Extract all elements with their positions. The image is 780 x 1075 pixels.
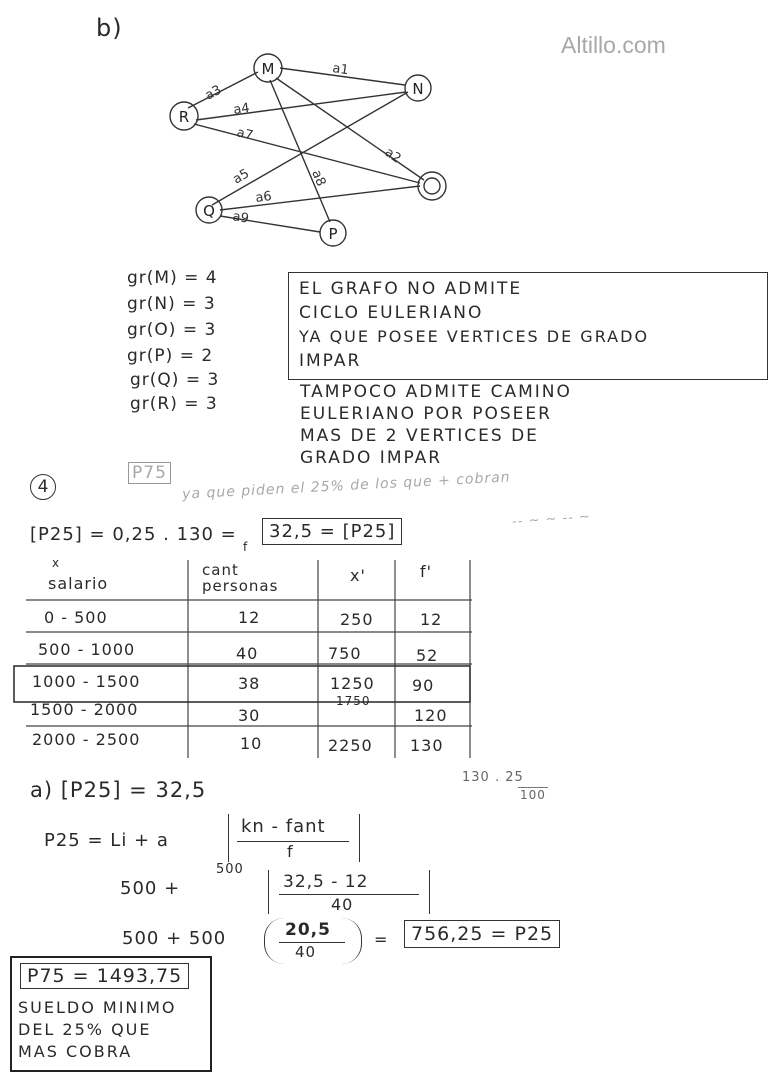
conclusion-extra-line: GRADO IMPAR — [300, 448, 443, 468]
table-cell: 0 - 500 — [44, 608, 108, 627]
table-cell: 30 — [238, 706, 261, 725]
table-header: x' — [350, 566, 366, 585]
table-cell: 38 — [238, 674, 261, 693]
edge-label-a5: a5 — [230, 166, 253, 188]
step3-equals: = — [374, 930, 389, 949]
table-cell: 750 — [328, 644, 362, 663]
edge-label-a6: a6 — [254, 189, 273, 206]
p25-calc: [P25] = 0,25 . 130 = — [30, 524, 237, 545]
edge-label-a1: a1 — [331, 61, 350, 79]
degree-item: gr(R) = 3 — [130, 394, 218, 414]
table-cell: 2250 — [328, 736, 373, 755]
section-b-label: b) — [96, 14, 123, 42]
degree-item: gr(Q) = 3 — [130, 370, 220, 390]
step3-parens — [264, 918, 362, 964]
step2-numerator: 32,5 - 12 — [283, 872, 369, 892]
table-cell: 10 — [240, 734, 263, 753]
final-box-title: P75 = 1493,75 — [20, 963, 189, 989]
final-box-line: MAS COBRA — [18, 1042, 133, 1061]
step3-result: 756,25 = P25 — [404, 920, 560, 948]
table-cell: 2000 - 2500 — [32, 730, 141, 749]
conclusion-line: CICLO EULERIANO — [299, 303, 484, 323]
conclusion-extra-line: MAS DE 2 VERTICES DE — [300, 426, 539, 446]
table-cell: 12 — [238, 608, 261, 627]
edge-label-a7: a7 — [235, 125, 255, 144]
side-calc-bottom: 100 — [520, 788, 546, 802]
formula-left: P25 = Li + a — [44, 830, 169, 851]
side-scribble: -- ~ ~ -- ~ — [511, 509, 592, 530]
header-mark-f: f — [243, 540, 249, 554]
edge-label-a2: a2 — [381, 144, 404, 167]
vertex-label-R: R — [178, 108, 190, 126]
table-cell: 120 — [414, 706, 448, 725]
step2-denominator: 40 — [331, 895, 354, 914]
formula-denominator: f — [287, 842, 294, 861]
side-calc-top: 130 . 25 — [462, 770, 524, 785]
formula-bracket — [228, 814, 360, 862]
edge-label-a8: a8 — [308, 167, 329, 189]
table-header: salario — [48, 574, 109, 593]
vertex-label-N: N — [412, 80, 424, 98]
part-a-line: a) [P25] = 32,5 — [30, 778, 207, 802]
p25-result: 32,5 = [P25] — [262, 518, 402, 545]
step3-numerator: 20,5 — [285, 920, 331, 940]
table-cell: 1500 - 2000 — [30, 700, 139, 719]
step2-superscript: 500 — [216, 862, 244, 877]
note-text: ya que piden el 25% de los que + cobran — [181, 469, 511, 503]
table-cell: 52 — [416, 646, 439, 665]
table-cell: 90 — [412, 676, 435, 695]
vertex-label-P: P — [328, 225, 338, 243]
degree-item: gr(M) = 4 — [127, 268, 218, 288]
final-box — [10, 956, 212, 1072]
final-box-line: DEL 25% QUE — [18, 1020, 152, 1039]
table-header: f' — [420, 562, 433, 581]
problem-number: 4 — [30, 474, 56, 500]
step2-left: 500 + — [120, 878, 181, 899]
conclusion-extra-line: TAMPOCO ADMITE CAMINO — [300, 382, 572, 402]
vertex-label-M: M — [261, 60, 275, 78]
step3-denominator: 40 — [295, 943, 317, 961]
degree-item: gr(P) = 2 — [127, 346, 214, 366]
edge-label-a9: a9 — [231, 209, 250, 227]
note-box: P75 — [128, 462, 171, 484]
formula-numerator: kn - fant — [241, 816, 326, 837]
degree-item: gr(N) = 3 — [127, 294, 216, 314]
conclusion-line: IMPAR — [299, 351, 362, 371]
table-cell: 500 - 1000 — [38, 640, 136, 659]
table-cell: 130 — [410, 736, 444, 755]
conclusion-line: EL GRAFO NO ADMITE — [299, 279, 523, 299]
table-cell: 1000 - 1500 — [32, 672, 141, 691]
degree-item: gr(O) = 3 — [127, 320, 217, 340]
table-cell: 1250 — [330, 674, 375, 693]
watermark: Altillo.com — [561, 32, 666, 58]
step2-bracket — [268, 870, 430, 914]
table-cell: 1750 — [336, 694, 371, 708]
step3-left: 500 + 500 — [122, 928, 227, 949]
conclusion-extra-line: EULERIANO POR POSEER — [300, 404, 552, 424]
edge-label-a4: a4 — [232, 100, 251, 118]
edge-label-a3: a3 — [202, 82, 225, 104]
table-header: cant personas — [202, 561, 279, 595]
header-mark-x: x — [52, 556, 61, 570]
conclusion-line: YA QUE POSEE VERTICES DE GRADO — [299, 327, 650, 346]
table-cell: 12 — [420, 610, 443, 629]
table-cell: 40 — [236, 644, 259, 663]
table-cell: 250 — [340, 610, 374, 629]
final-box-line: SUELDO MINIMO — [18, 998, 177, 1017]
vertex-label-Q: Q — [203, 202, 215, 220]
